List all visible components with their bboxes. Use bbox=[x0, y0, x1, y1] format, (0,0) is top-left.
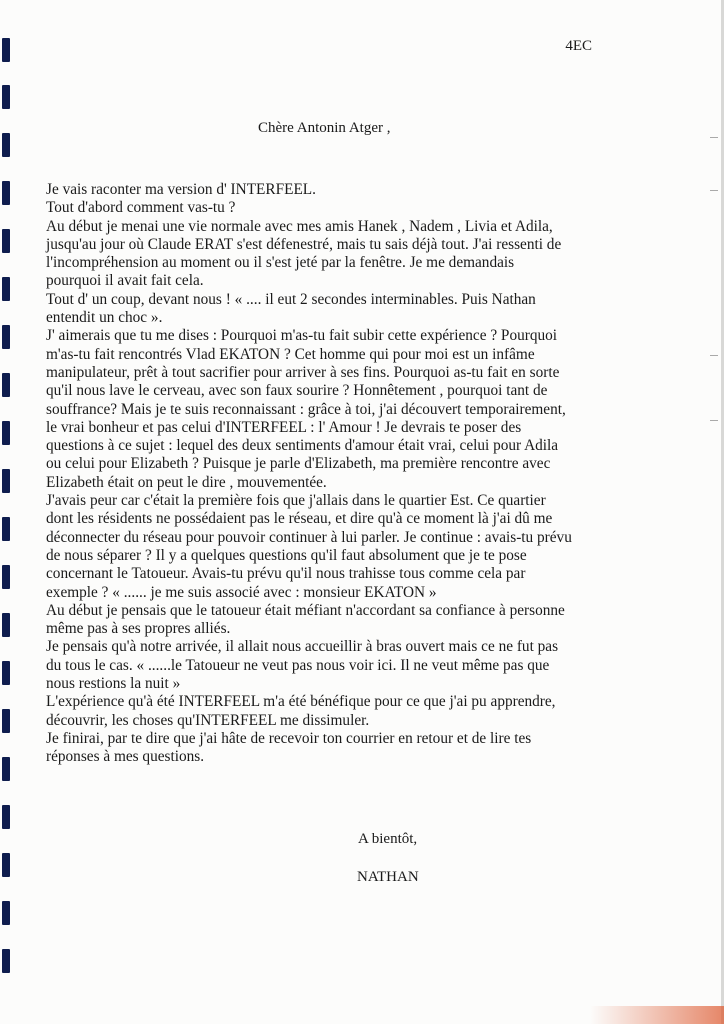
edge-mark bbox=[710, 355, 718, 356]
body-line: Au début je pensais que le tatoueur était méfiant n'accordant sa confiance à personne bbox=[46, 601, 565, 619]
body-line: concernant le Tatoueur. Avais-tu prévu qu'il nous trahisse tous comme cela par bbox=[46, 565, 526, 583]
edge-mark bbox=[710, 190, 718, 191]
binding-hole bbox=[2, 565, 10, 589]
body-line: questions à ce sujet : lequel des deux sentiments d'amour était vrai, celui pour Adila bbox=[46, 437, 559, 455]
body-line: Tout d' un coup, devant nous ! « .... il eut 2 secondes interminables. Puis Nathan bbox=[46, 290, 536, 308]
body-line: réponses à mes questions. bbox=[46, 748, 205, 766]
spiral-binding bbox=[0, 0, 14, 1024]
salutation: Chère Antonin Atger , bbox=[258, 120, 391, 136]
body-line: qu'il nous lave le cerveau, avec son faux sourire ? Honnêtement , pourquoi tant de bbox=[46, 382, 548, 400]
binding-hole bbox=[2, 517, 10, 541]
letter-body bbox=[46, 181, 686, 803]
binding-hole bbox=[2, 325, 10, 349]
body-line: Je pensais qu'à notre arrivée, il allait nous accueillir à bras ouvert mais ce ne fut pas bbox=[46, 638, 559, 656]
binding-hole bbox=[2, 805, 10, 829]
body-line: déconnecter du réseau pour pouvoir continuer à lui parler. Je continue : avais-tu prévu bbox=[46, 528, 572, 546]
class-reference: 4EC bbox=[565, 38, 592, 54]
body-line bbox=[46, 785, 686, 803]
edge-mark bbox=[710, 420, 718, 421]
body-line: souffrance? Mais je te suis reconnaissant : grâce à toi, j'ai découvert temporairement, bbox=[46, 400, 566, 418]
body-line bbox=[46, 767, 686, 785]
binding-hole bbox=[2, 469, 10, 493]
body-line: Au début je menai une vie normale avec mes amis Hanek , Nadem , Livia et Adila, bbox=[46, 217, 553, 235]
body-line: entendit un choc ». bbox=[46, 309, 163, 327]
binding-hole bbox=[2, 181, 10, 205]
binding-hole bbox=[2, 757, 10, 781]
body-line: Je vais raconter ma version d' INTERFEEL. bbox=[46, 181, 316, 198]
corner-stain bbox=[590, 1006, 724, 1024]
body-line: Je finirai, par te dire que j'ai hâte de recevoir ton courrier en retour et de lire tes bbox=[46, 729, 532, 747]
body-line: L'expérience qu'à été INTERFEEL m'a été bénéfique pour ce que j'ai pu apprendre, bbox=[46, 693, 556, 711]
binding-hole bbox=[2, 133, 10, 157]
binding-hole bbox=[2, 38, 10, 62]
binding-hole bbox=[2, 949, 10, 973]
edge-mark bbox=[710, 137, 718, 138]
body-line: même pas à ses propres alliés. bbox=[46, 620, 231, 638]
binding-hole bbox=[2, 373, 10, 397]
binding-hole bbox=[2, 613, 10, 637]
binding-hole bbox=[2, 709, 10, 733]
body-line: J' aimerais que tu me dises : Pourquoi m'as-tu fait subir cette expérience ? Pourquoi bbox=[46, 327, 558, 345]
body-line: ou celui pour Elizabeth ? Puisque je parle d'Elizabeth, ma première rencontre avec bbox=[46, 455, 551, 473]
body-line: Tout d'abord comment vas-tu ? bbox=[46, 199, 236, 217]
body-line: Elizabeth était on peut le dire , mouvementée. bbox=[46, 473, 327, 491]
body-line: du tous le cas. « ......le Tatoueur ne veut pas nous voir ici. Il ne veut même pas que bbox=[46, 656, 550, 674]
body-line: découvrir, les choses qu'INTERFEEL me dissimuler. bbox=[46, 711, 370, 729]
binding-hole bbox=[2, 853, 10, 877]
body-line: manipulateur, prêt à tout sacrifier pour arriver à ses fins. Pourquoi as-tu fait en sorte bbox=[46, 363, 560, 381]
signature-name: NATHAN bbox=[357, 869, 419, 885]
body-line: J'avais peur car c'était la première fois que j'allais dans le quartier Est. Ce quartier bbox=[46, 492, 546, 510]
body-line: de nous séparer ? Il y a quelques questions qu'il faut absolument que je te pose bbox=[46, 546, 527, 564]
body-line: m'as-tu fait rencontrés Vlad EKATON ? Cet homme qui pour moi est un infâme bbox=[46, 345, 535, 363]
body-line: pourquoi il avait fait cela. bbox=[46, 272, 204, 290]
body-line: l'incompréhension au moment ou il s'est jeté par la fenêtre. Je me demandais bbox=[46, 254, 515, 272]
binding-hole bbox=[2, 85, 10, 109]
body-line: dont les résidents ne possédaient pas le réseau, et dire qu'à ce moment là j'ai dû me bbox=[46, 510, 553, 528]
binding-hole bbox=[2, 229, 10, 253]
binding-hole bbox=[2, 277, 10, 301]
body-line: le vrai bonheur et pas celui d'INTERFEEL : l' Amour ! Je devrais te poser des bbox=[46, 418, 522, 436]
closing: A bientôt, bbox=[358, 831, 418, 847]
binding-hole bbox=[2, 661, 10, 685]
body-line: exemple ? « ...... je me suis associé avec : monsieur EKATON » bbox=[46, 583, 437, 601]
binding-hole bbox=[2, 421, 10, 445]
binding-hole bbox=[2, 901, 10, 925]
body-line: nous restions la nuit » bbox=[46, 675, 181, 693]
body-line: jusqu'au jour où Claude ERAT s'est défenestré, mais tu sais déjà tout. J'ai ressenti de bbox=[46, 235, 562, 253]
